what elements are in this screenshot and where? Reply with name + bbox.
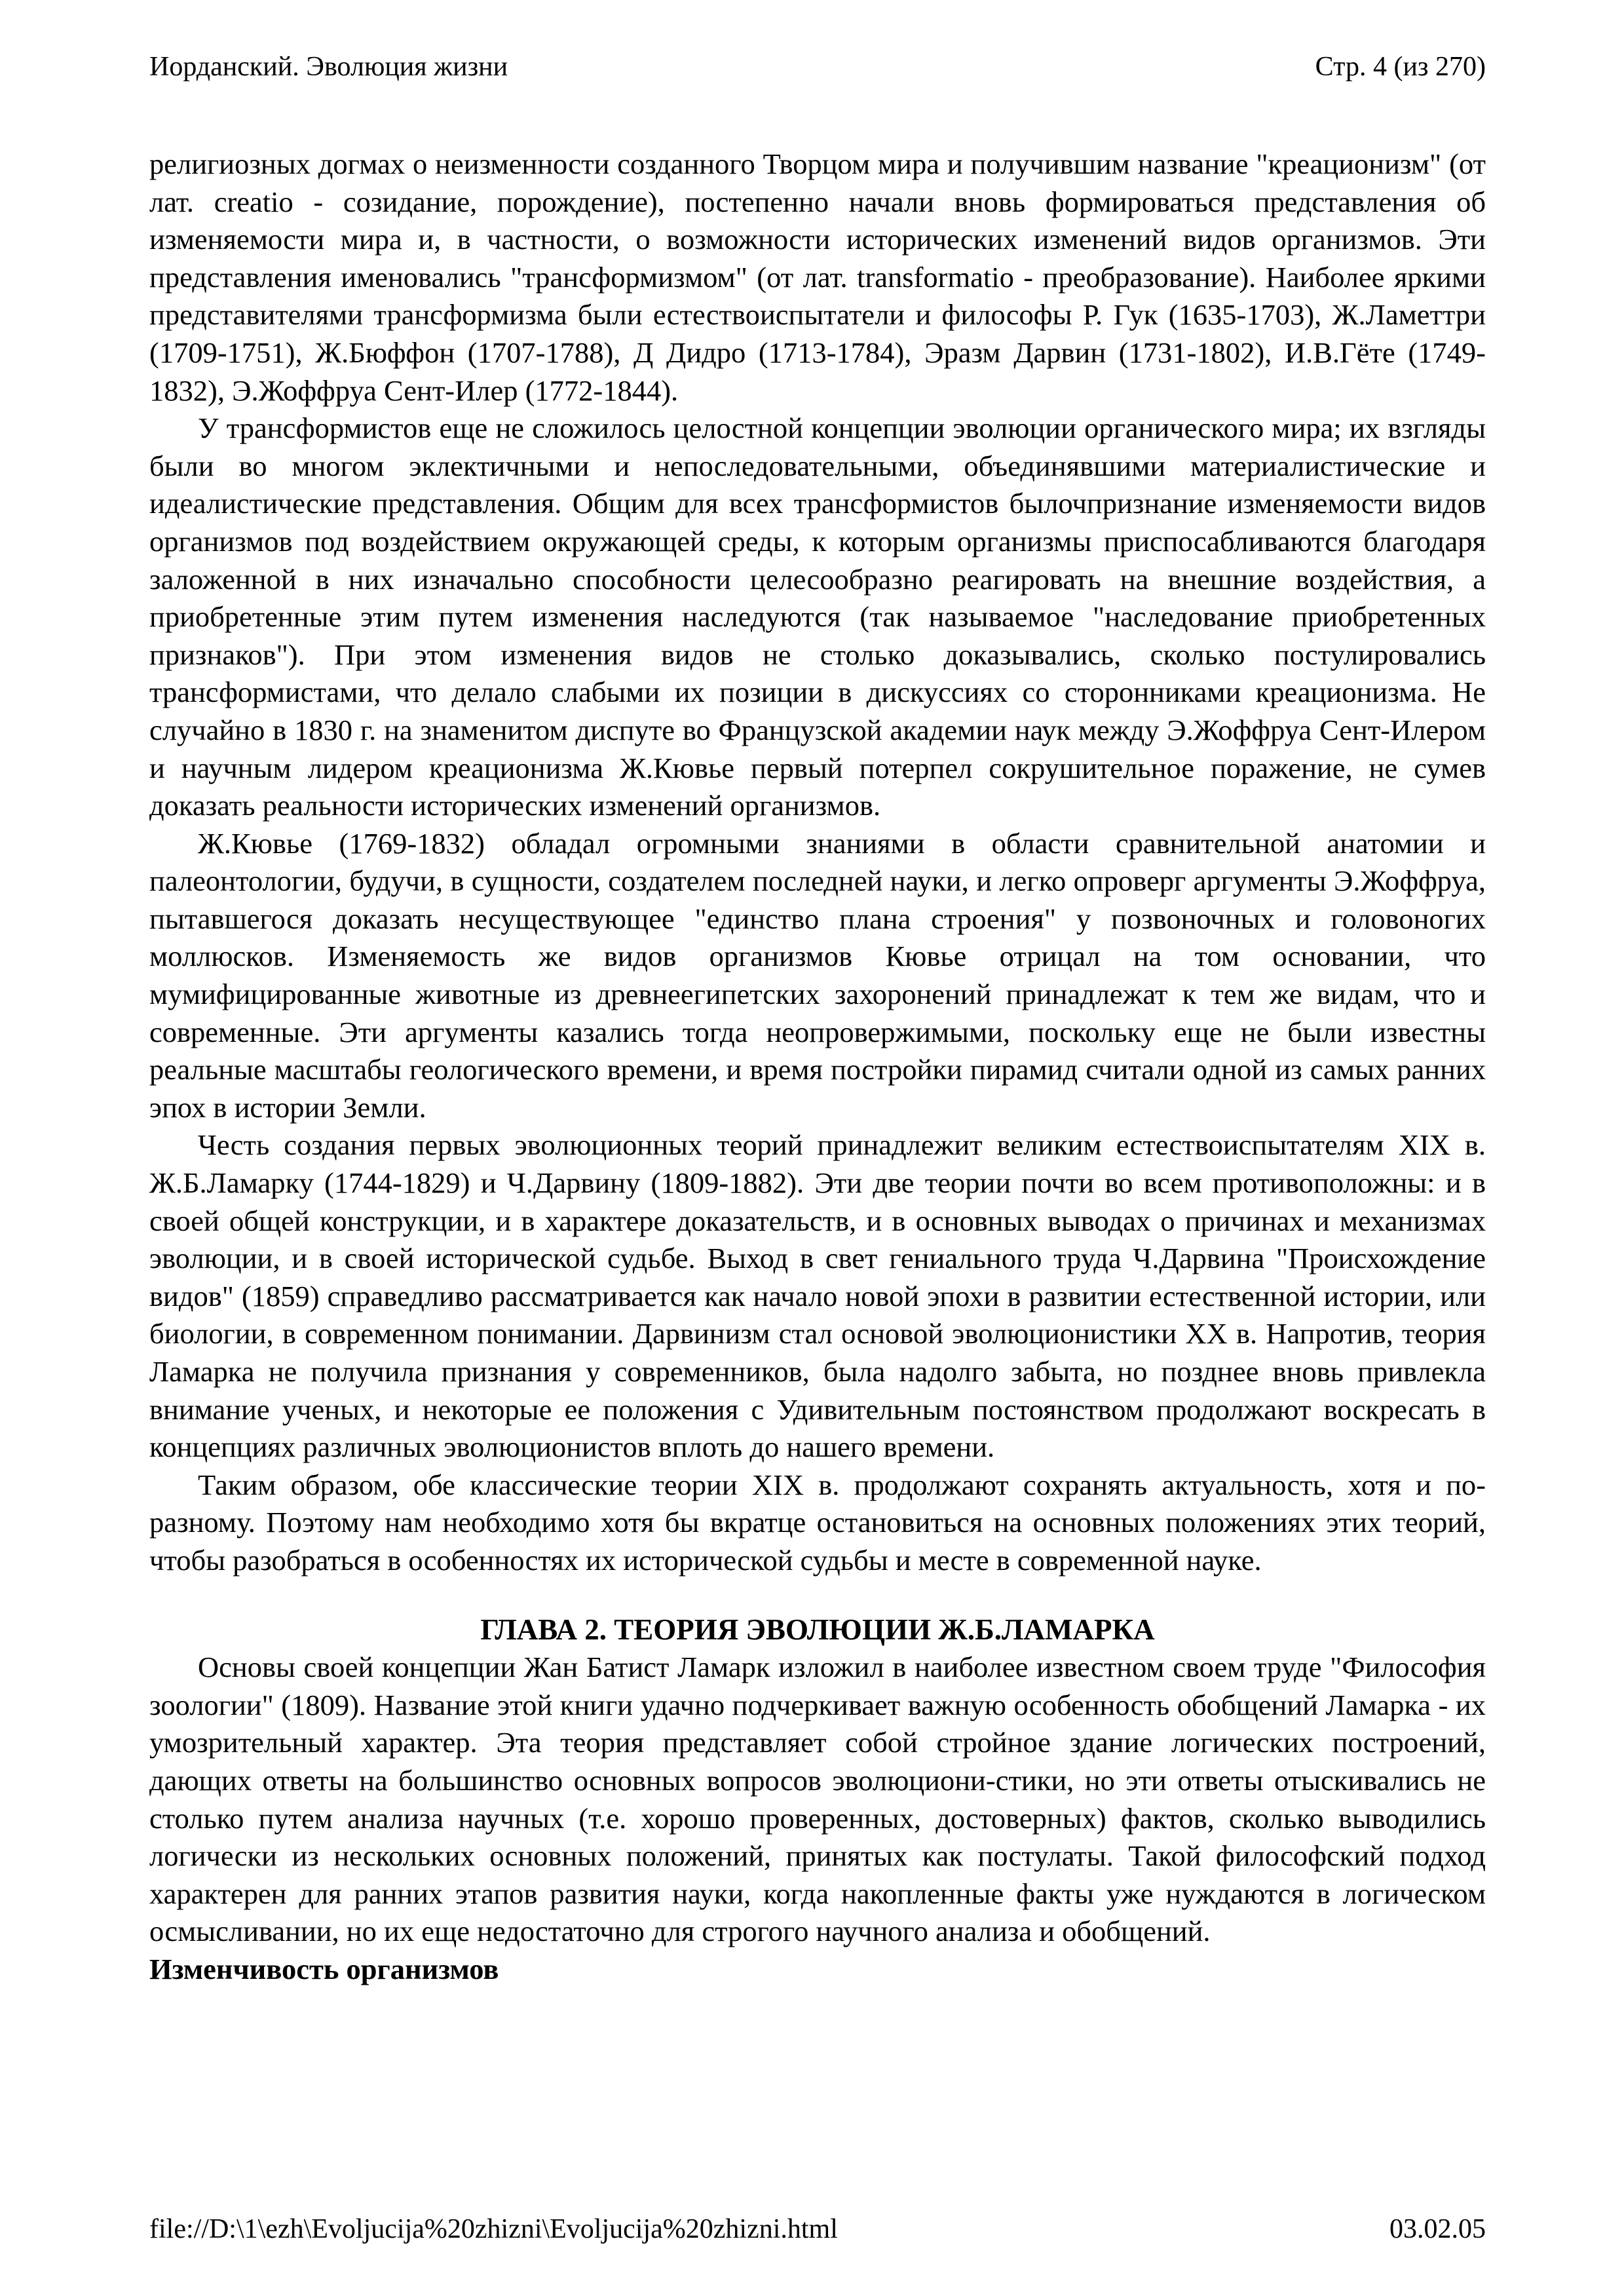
- document-title: Иорданский. Эволюция жизни: [149, 52, 508, 82]
- document-body: [149, 145, 1486, 1989]
- paragraph: Основы своей концепции Жан Батист Ламарк изложил в наиболее известном своем труде "Философия зоологии" (1809). Название этой книги удачно подчеркивает важную особенность обобщений Ламарка - их умозрительный характер. Эта теория представляет собой стройное здание логических построений, дающих ответы на большинство основных вопросов эволюциони-стики, но эти ответы отыскивались не столько путем анализа научных (т.е. хорошо проверенных, достоверных) фактов, сколько выводились логически из нескольких основных положений, принятых как постулаты. Такой философский подход характерен для ранних этапов развития науки, когда накопленные факты уже нуждаются в логическом осмысливании, но их еще недостаточно для строгого научного анализа и обобщений.: [149, 1651, 1486, 1948]
- paragraph: религиозных догмах о неизменности созданного Творцом мира и получившим название "креационизм" (от лат. creatio - созидание, порождение), постепенно начали вновь формироваться представления об изменяемости мира и, в частности, о возможности исторических изменений видов организмов. Эти представления именовались "трансформизмом" (от лат. transformatio - преобразование). Наиболее яркими представителями трансформизма были естествоиспытатели и философы Р. Гук (1635-1703), Ж.Ламеттри (1709-1751), Ж.Бюффон (1707-1788), Д Дидро (1713-1784), Эразм Дарвин (1731-1802), И.В.Гёте (1749-1832), Э.Жоффруа Сент-Илер (1772-1844).: [149, 147, 1486, 407]
- print-date: 03.02.05: [1389, 2214, 1486, 2244]
- paragraph: Честь создания первых эволюционных теорий принадлежит великим естествоиспытателям XIX в. Ж.Б.Ламарку (1744-1829) и Ч.Дарвину (1809-1882). Эти две теории почти во всем противоположны: и в своей общей конструкции, и в характере доказательств, и в основных выводах о причинах и механизмах эволюции, и в своей исторической судьбе. Выход в свет гениального труда Ч.Дарвина "Происхождение видов" (1859) справедливо рассматривается как начало новой эпохи в развитии естественной истории, или биологии, в современном понимании. Дарвинизм стал основой эволюционистики XX в. Напротив, теория Ламарка не получила признания у современников, была надолго забыта, но позднее вновь привлекла внимание ученых, и некоторые ее положения с Удивительным постоянством продолжают воскресать в концепциях различных эволюционистов вплоть до нашего времени.: [149, 1128, 1486, 1464]
- paragraph: У трансформистов еще не сложилось целостной концепции эволюции органического мира; их взгляды были во многом эклектичными и непоследовательными, объединявшими материалистические и идеалистические представления. Общим для всех трансформистов былочпризнание изменяемости видов организмов под воздействием окружающей среды, к которым организмы приспосабливаются благодаря заложенной в них изначально способности целесообразно реагировать на внешние воздействия, а приобретенные этим путем изменения наследуются (так называемое "наследование приобретенных признаков"). При этом изменения видов не столько доказывались, сколько постулировались трансформистами, что делало слабыми их позиции в дискуссиях со сторонниками креационизма. Не случайно в 1830 г. на знаменитом диспуте во Французской академии наук между Э.Жоффруа Сент-Илером и научным лидером креационизма Ж.Кювье первый потерпел сокрушительное поражение, не сумев доказать реальности исторических изменений организмов.: [149, 411, 1486, 822]
- paragraph: Таким образом, обе классические теории XIX в. продолжают сохранять актуальность, хотя и по-разному. Поэтому нам необходимо хотя бы вкратце остановиться на основных положениях этих теорий, чтобы разобраться в особенностях их исторической судьбы и месте в современной науке.: [149, 1468, 1486, 1577]
- page-header: [149, 47, 1486, 86]
- file-path: file://D:\1\ezh\Evoljucija%20zhizni\Evoljucija%20zhizni.html: [149, 2214, 838, 2244]
- page-number: Стр. 4 (из 270): [1315, 52, 1486, 82]
- section-subheading: Изменчивость организмов: [149, 1952, 499, 1985]
- paragraph: Ж.Кювье (1769-1832) обладал огромными знаниями в области сравнительной анатомии и палеонтологии, будучи, в сущности, создателем последней науки, и легко опроверг аргументы Э.Жоффруа, пытавшегося доказать несуществующее "единство плана строения" у позвоночных и головоногих моллюсков. Изменяемость же видов организмов Кювье отрицал на том основании, что мумифицированные животные из древнеегипетских захоронений принадлежат к тем же видам, что и современные. Эти аргументы казались тогда неопровержимыми, поскольку еще не были известны реальные масштабы геологического времени, и время постройки пирамид считали одной из самых ранних эпох в истории Земли.: [149, 826, 1486, 1124]
- page-footer: [149, 2210, 1486, 2249]
- chapter-heading: ГЛАВА 2. ТЕОРИЯ ЭВОЛЮЦИИ Ж.Б.ЛАМАРКА: [480, 1613, 1155, 1646]
